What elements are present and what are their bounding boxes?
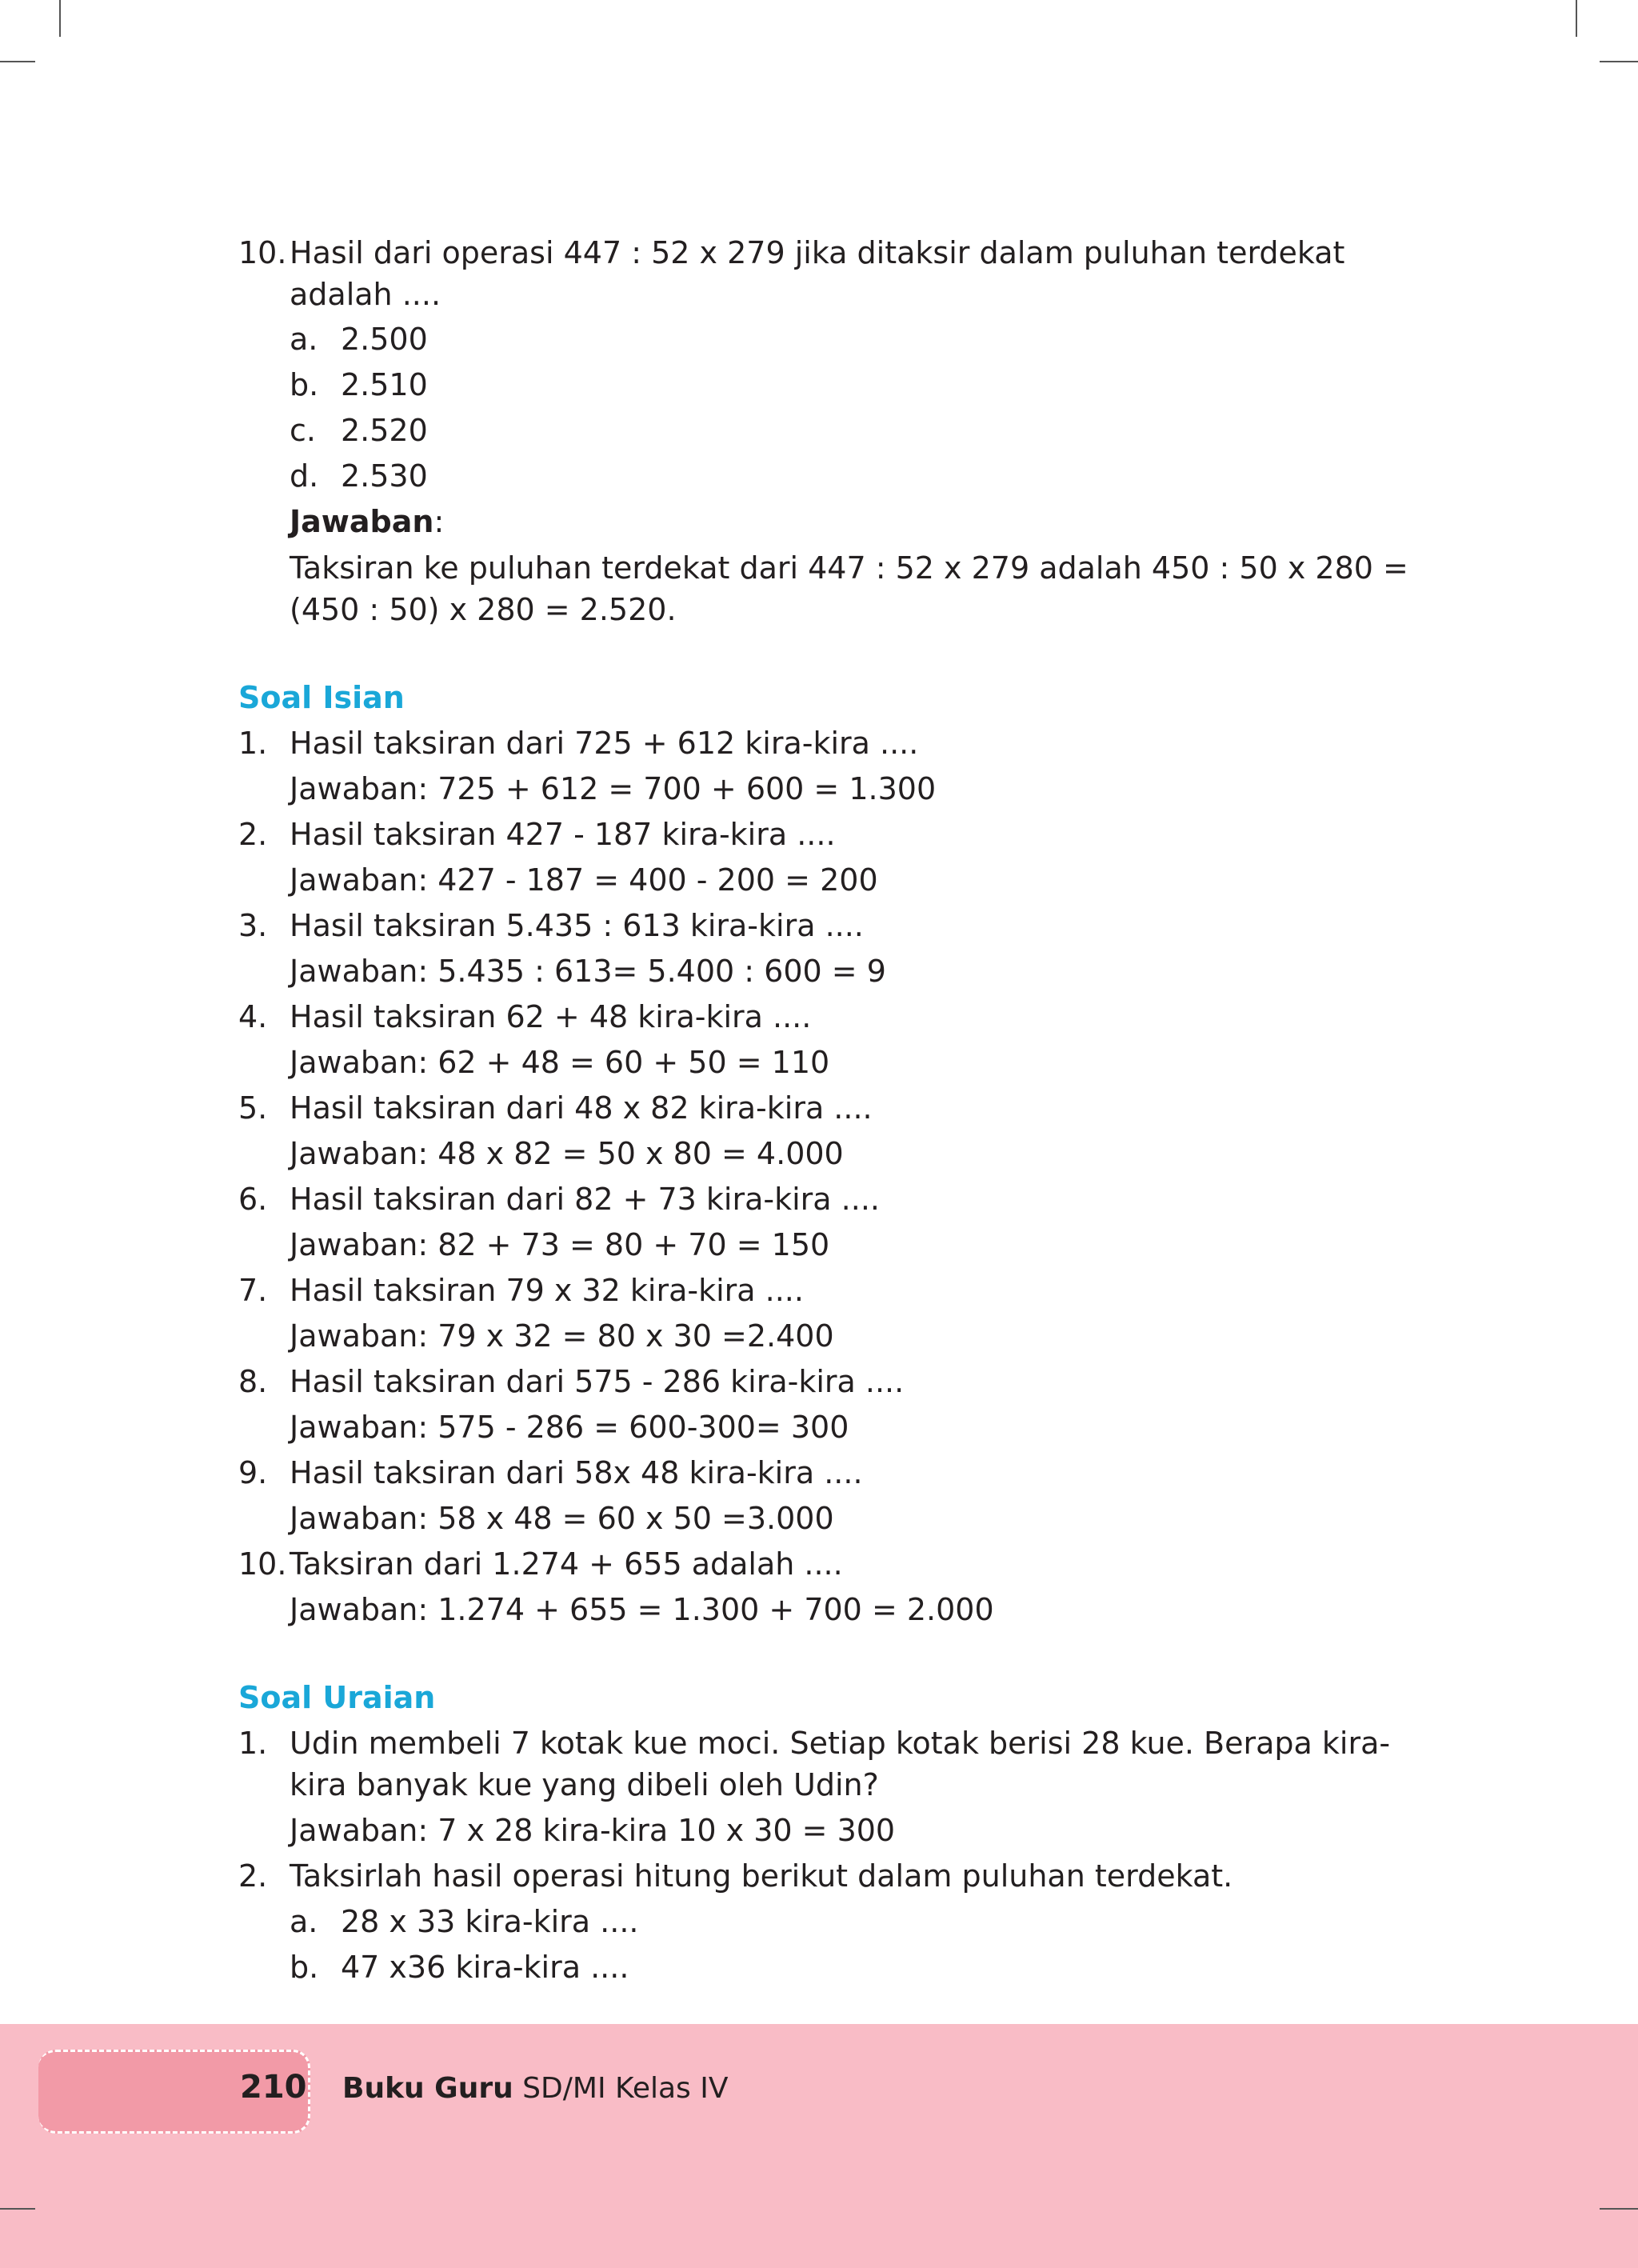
question-number: 10. (238, 235, 287, 270)
sub-item-letter: a. (290, 1904, 318, 1939)
section-heading-isian: Soal Isian (238, 680, 405, 715)
item-answer: Jawaban: 5.435 : 613= 5.400 : 600 = 9 (290, 954, 886, 989)
page-number: 210 (240, 2069, 307, 2106)
item-question: Hasil taksiran dari 575 - 286 kira-kira .... (290, 1364, 905, 1399)
item-answer: Jawaban: 48 x 82 = 50 x 80 = 4.000 (290, 1136, 844, 1171)
item-answer: Jawaban: 82 + 73 = 80 + 70 = 150 (290, 1227, 830, 1262)
question-text-cont: adalah .... (290, 277, 441, 312)
book-title (342, 2072, 728, 2105)
crop-mark (1576, 0, 1577, 37)
item-number: 1. (238, 1726, 268, 1761)
crop-mark (0, 2208, 35, 2210)
item-answer: Jawaban: 575 - 286 = 600-300= 300 (290, 1410, 849, 1445)
section-heading-uraian: Soal Uraian (238, 1680, 436, 1715)
option-value: 2.500 (341, 322, 428, 357)
option-letter: d. (290, 458, 319, 494)
item-question: Taksiran dari 1.274 + 655 adalah .... (290, 1546, 843, 1582)
crop-mark (0, 61, 35, 62)
item-question: Hasil taksiran 427 - 187 kira-kira .... (290, 817, 836, 852)
crop-mark (1600, 2208, 1638, 2210)
question-text: Hasil dari operasi 447 : 52 x 279 jika ditaksir dalam puluhan terdekat (290, 235, 1345, 270)
book-title-bold: Buku Guru (342, 2072, 513, 2105)
sub-item-text: 47 x36 kira-kira .... (341, 1950, 629, 1985)
item-answer: Jawaban: 7 x 28 kira-kira 10 x 30 = 300 (290, 1813, 896, 1848)
item-question: Hasil taksiran 5.435 : 613 kira-kira .... (290, 908, 864, 943)
item-question: Hasil taksiran dari 58x 48 kira-kira .... (290, 1455, 863, 1490)
book-title-rest: SD/MI Kelas IV (513, 2072, 729, 2105)
item-answer: Jawaban: 1.274 + 655 = 1.300 + 700 = 2.000 (290, 1592, 994, 1627)
item-answer: Jawaban: 58 x 48 = 60 x 50 =3.000 (290, 1501, 834, 1536)
item-number: 3. (238, 908, 268, 943)
item-number: 2. (238, 1858, 268, 1894)
answer-label: Jawaban (290, 504, 434, 539)
item-answer: Jawaban: 427 - 187 = 400 - 200 = 200 (290, 862, 878, 898)
item-number: 10. (238, 1546, 287, 1582)
item-number: 7. (238, 1273, 268, 1308)
item-question: Taksirlah hasil operasi hitung berikut dalam puluhan terdekat. (290, 1858, 1233, 1894)
answer-text-cont: (450 : 50) x 280 = 2.520. (290, 592, 677, 627)
item-answer: Jawaban: 79 x 32 = 80 x 30 =2.400 (290, 1318, 834, 1354)
item-answer: Jawaban: 725 + 612 = 700 + 600 = 1.300 (290, 771, 937, 806)
item-number: 6. (238, 1182, 268, 1217)
item-question: Hasil taksiran 79 x 32 kira-kira .... (290, 1273, 804, 1308)
item-question-cont: kira banyak kue yang dibeli oleh Udin? (290, 1767, 879, 1802)
item-question: Hasil taksiran dari 725 + 612 kira-kira .... (290, 726, 919, 761)
option-value: 2.520 (341, 413, 428, 448)
option-value: 2.510 (341, 367, 428, 402)
option-letter: b. (290, 367, 319, 402)
sub-item-letter: b. (290, 1950, 319, 1985)
item-number: 2. (238, 817, 268, 852)
item-answer: Jawaban: 62 + 48 = 60 + 50 = 110 (290, 1045, 830, 1080)
item-question: Hasil taksiran 62 + 48 kira-kira .... (290, 999, 812, 1034)
item-number: 9. (238, 1455, 268, 1490)
item-question: Udin membeli 7 kotak kue moci. Setiap kotak berisi 28 kue. Berapa kira- (290, 1726, 1391, 1761)
option-value: 2.530 (341, 458, 428, 494)
crop-mark (1600, 61, 1638, 62)
item-number: 5. (238, 1090, 268, 1126)
item-question: Hasil taksiran dari 48 x 82 kira-kira .... (290, 1090, 873, 1126)
answer-label-line (290, 502, 444, 541)
answer-text: Taksiran ke puluhan terdekat dari 447 : 52 x 279 adalah 450 : 50 x 280 = (290, 550, 1408, 586)
item-number: 8. (238, 1364, 268, 1399)
answer-colon: : (433, 504, 445, 539)
sub-item-text: 28 x 33 kira-kira .... (341, 1904, 639, 1939)
option-letter: c. (290, 413, 316, 448)
item-number: 1. (238, 726, 268, 761)
item-question: Hasil taksiran dari 82 + 73 kira-kira .... (290, 1182, 880, 1217)
item-number: 4. (238, 999, 268, 1034)
crop-mark (59, 0, 61, 37)
option-letter: a. (290, 322, 318, 357)
